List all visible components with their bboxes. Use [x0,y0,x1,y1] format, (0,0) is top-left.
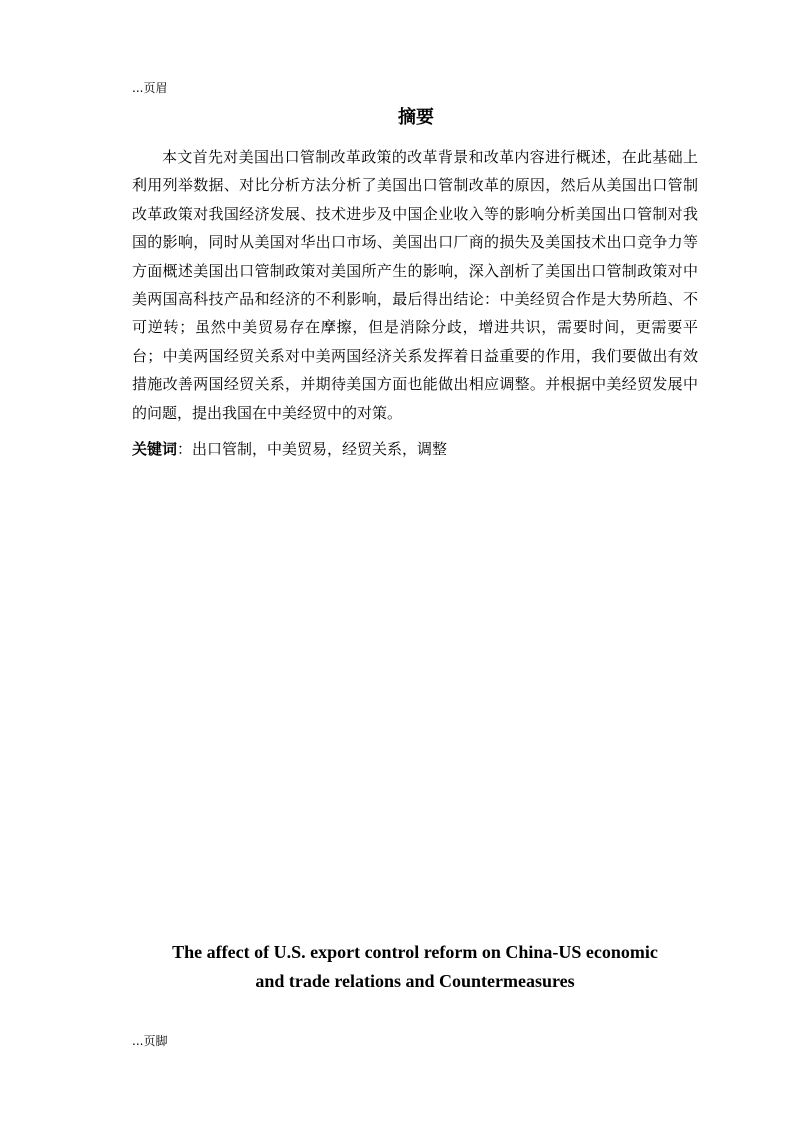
english-title [120,938,710,996]
english-title-line-2: and trade relations and Countermeasures [255,971,575,991]
english-title-line-1: The affect of U.S. export control reform on China-US economic [172,942,658,962]
keywords-line [132,436,447,462]
page-footer: ...页脚 [132,1034,168,1048]
abstract-title: 摘要 [398,107,434,128]
keywords-separator: ： [177,440,193,458]
keywords-value: 出口管制，中美贸易，经贸关系，调整 [192,440,448,458]
keywords-label: 关键词 [132,440,178,458]
page-header: ...页眉 [132,81,168,95]
abstract-body: 本文首先对美国出口管制改革政策的改革背景和改革内容进行概述，在此基础上利用列举数据、对比分析方法分析了美国出口管制改革的原因，然后从美国出口管制改革政策对我国经济发展、技术进步及中国企业收入等的影响分析美国出口管制对我国的影响，同时从美国对华出口市场、美国出口厂商的损失及美国技术出口竞争力等方面概述美国出口管制政策对美国所产生的影响，深入剖析了美国出口管制政策对中美两国高科技产品和经济的不利影响，最后得出结论：中美经贸合作是大势所趋、不可逆转；虽然中美贸易存在摩擦，但是消除分歧，增进共识，需要时间，更需要平台；中美两国经贸关系对中美两国经济关系发挥着日益重要的作用，我们要做出有效措施改善两国经贸关系，并期待美国方面也能做出相应调整。并根据中美经贸发展中的问题，提出我国在中美经贸中的对策。 [132,148,698,422]
